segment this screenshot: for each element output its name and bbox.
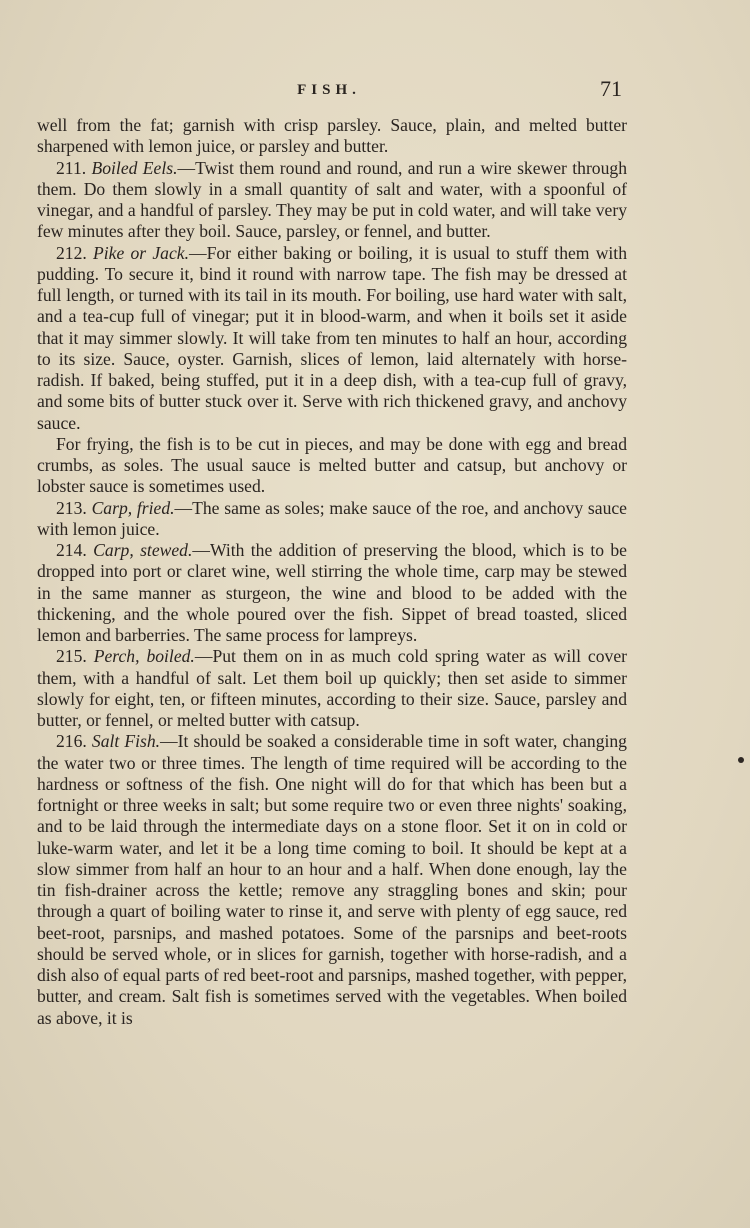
recipe-number: 215. bbox=[56, 646, 87, 667]
recipe-number: 211. bbox=[56, 157, 87, 178]
recipe-text: —For either baking or boiling, it is usual to stuff them with pudding. To secure it, bind it round with narrow tape. The fish may be dressed at full length, or turned with its tail in its mouth. For boiling, use hard water with salt, and a tea-cup full of vinegar; put it in blood-warm, and when it boils set it aside that it may simmer slowly. It will take from ten minutes to half an hour, according to its size. Sauce, oyster. Garnish, slices of lemon, laid alternately with horse-radish. If baked, being stuffed, put it in a deep dish, with a tea-cup full of gravy, and some bits of butter stuck over it. Serve with rich thickened gravy, and anchovy sauce. bbox=[37, 242, 627, 433]
recipe-title: Carp, fried. bbox=[91, 497, 175, 518]
paragraph-frying bbox=[37, 434, 627, 498]
page-number: 71 bbox=[600, 76, 622, 101]
recipe-title: Salt Fish. bbox=[91, 731, 161, 752]
recipe-text: —Put them on in as much cold spring water as will cover them, with a handful of salt. Let them boil up quickly; then set aside to simmer slowly for eight, ten, or fifteen minutes, according to their size. Sauce, parsley and butter, or fennel, or melted butter with catsup. bbox=[37, 646, 628, 730]
recipe-213 bbox=[37, 498, 627, 541]
page-header bbox=[36, 76, 622, 106]
recipe-title: Carp, stewed. bbox=[93, 540, 193, 560]
recipe-number: 213. bbox=[56, 497, 87, 518]
recipe-title: Pike or Jack. bbox=[93, 242, 189, 263]
paragraph-text: well from the fat; garnish with crisp parsley. Sauce, plain, and melted butter sharpened with lemon juice, or parsley and butter. bbox=[37, 115, 627, 157]
recipe-text: —It should be soaked a considerable time in soft water, changing the water two or three times. The length of time required will be according to the hardness or softness of the fish. One night will do for that which has been but a fortnight or three weeks in salt; but some require two or even three nights' soaking, and to be laid through the intermediate days on a stone floor. Set it on in cold or luke-warm water, and let it be a long time coming to boil. It should be kept at a slow simmer from half an hour to an hour and a half. When done enough, lay the tin fish-drainer across the kettle; remove any straggling bones and skin; pour through a quart of boiling water to rinse it, and serve with plenty of egg sauce, red beet-root, parsnips, and mashed potatoes. Some of the parsnips and beet-roots should be served whole, or in slices for garnish, together with horse-radish, and a dish also of equal parts of red beet-root and parsnips, mashed together, with pepper, butter, and cream. Salt fish is sometimes served with the vegetables. When boiled as above, it is bbox=[37, 731, 627, 1028]
recipe-215 bbox=[37, 646, 627, 731]
paragraph-continuation bbox=[37, 115, 627, 158]
recipe-text: —The same as soles; make sauce of the roe, and anchovy sauce with lemon juice. bbox=[37, 497, 627, 539]
ink-speck bbox=[738, 757, 744, 763]
paragraph-text: For frying, the fish is to be cut in pieces, and may be done with egg and bread crumbs, as soles. The usual sauce is melted butter and catsup, but anchovy or lobster sauce is sometimes used. bbox=[37, 433, 627, 497]
recipe-number: 216. bbox=[56, 731, 87, 752]
recipe-214 bbox=[37, 540, 627, 646]
recipe-title: Perch, boiled. bbox=[93, 646, 195, 667]
recipe-text: —Twist them round and round, and run a wire skewer through them. Do them slowly in a small quantity of salt and water, with a spoonful of vinegar, and a handful of parsley. They may be put in cold water, and will take very few minutes after they boil. Sauce, parsley, or fennel, and butter. bbox=[37, 157, 627, 242]
body-text bbox=[37, 115, 627, 1029]
recipe-text: —With the addition of preserving the blood, which is to be dropped into port or claret wine, well stirring the whole time, carp may be stewed in the same manner as sturgeon, the wine and blood to be added with the thickening, and the whole poured over the fish. Sippet of bread toasted, sliced lemon and barberries. The same process for lampreys. bbox=[37, 540, 627, 645]
recipe-number: 212. bbox=[56, 242, 87, 263]
recipe-number: 214. bbox=[56, 540, 87, 560]
running-head: FISH. bbox=[297, 82, 361, 98]
recipe-212 bbox=[37, 243, 627, 434]
recipe-216 bbox=[37, 731, 627, 1029]
recipe-211 bbox=[37, 158, 627, 243]
recipe-title: Boiled Eels. bbox=[91, 157, 178, 178]
